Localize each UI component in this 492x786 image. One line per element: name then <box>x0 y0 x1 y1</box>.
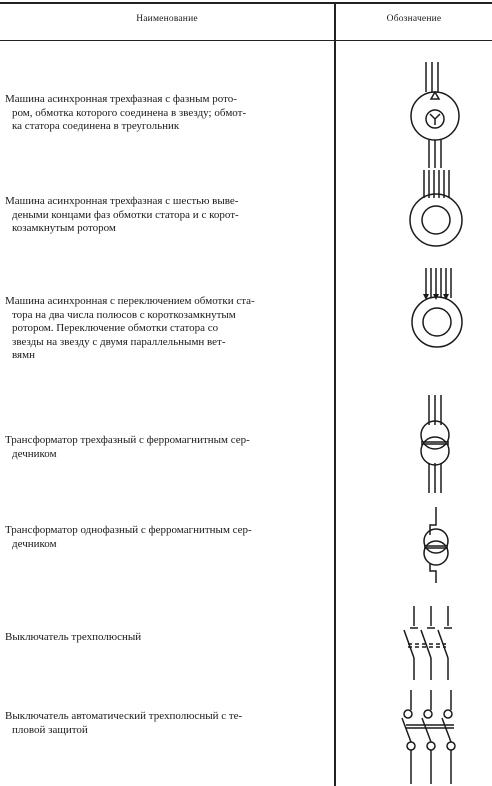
table-row-text: Выключатель автоматический трехполюсный с те- пловой защитой <box>5 710 243 736</box>
header-divider <box>0 40 492 41</box>
async-motor-wound-rotor-icon <box>336 62 492 172</box>
table-row-text: Выключатель трехполюсный <box>5 631 142 643</box>
three-phase-transformer-icon <box>336 395 492 495</box>
table-row-text: Машина асинхронная с переключением обмотки ста- тора на два числа полюсов с короткозамкнутым ротором. Переключение обмотки статора со звезды на звезду с двумя параллельнымн вет- вямн <box>5 295 255 361</box>
table-row-text: Трансформатор однофазный с ферромагнитным сер- дечником <box>5 524 252 550</box>
single-phase-transformer-icon <box>336 505 492 585</box>
column-header-name: Наименование <box>136 14 198 24</box>
async-motor-pole-switching-icon <box>336 268 492 368</box>
three-pole-circuit-breaker-thermal-icon <box>336 690 492 786</box>
column-header-symbol: Обозначение <box>386 14 442 24</box>
async-motor-six-leads-icon <box>336 170 492 270</box>
table-row-text: Машина асинхронная трехфазная с шестью выве- деными концами фаз обмотки статора и с корот- козамкнутым ротором <box>5 195 239 234</box>
table-row-text: Машина асинхронная трехфазная с фазным рото- ром, обмотка которого соединена в звезду; обмот- ка статора соединена в треугольник <box>5 93 247 132</box>
table-top-border <box>0 2 492 4</box>
three-pole-switch-icon <box>336 602 492 682</box>
table-row-text: Трансформатор трехфазный с ферромагнитным сер- дечником <box>5 434 250 460</box>
